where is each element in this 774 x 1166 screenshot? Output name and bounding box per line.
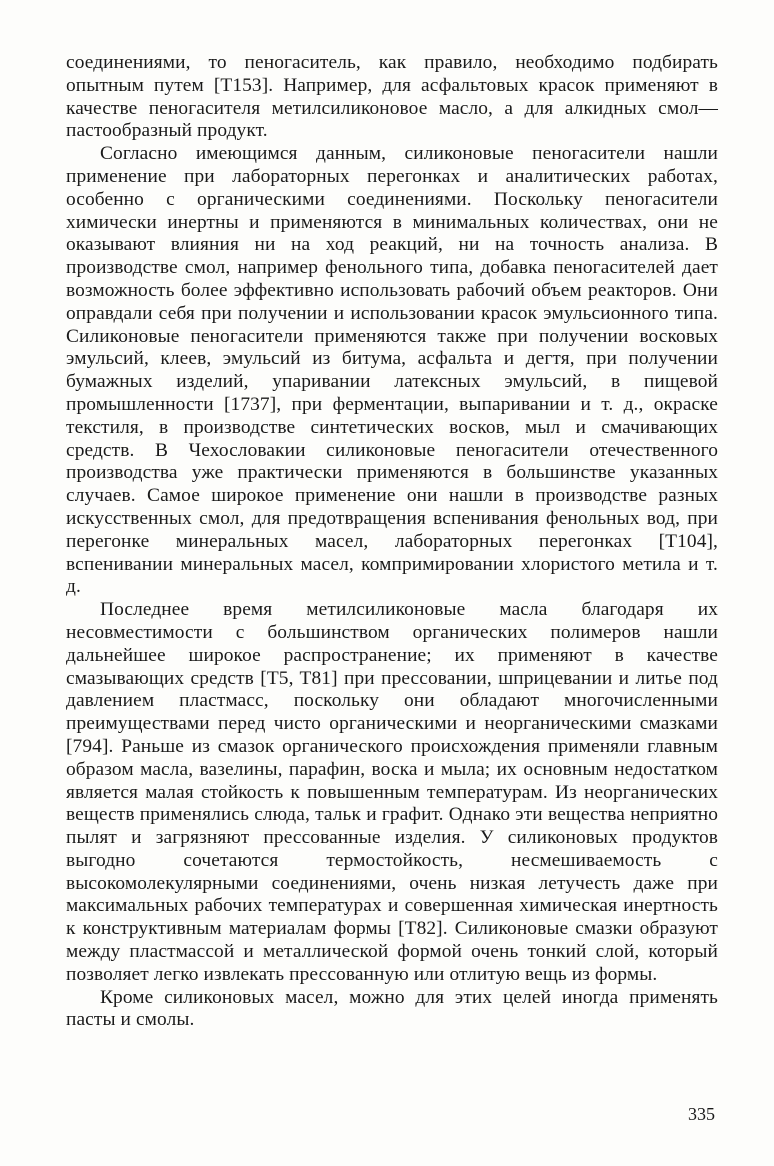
page-number: 335 [688, 1104, 715, 1124]
body-text [66, 52, 718, 1032]
paragraph-antifoam-applications: Согласно имеющимся данным, силиконовые пеногасители нашли применение при лабораторных перегонках и аналитических работах, особенно с органическими соединениями. Поскольку пеногасители химически инертны и применяются в минимальных количествах, они не оказывают влияния ни на ход реакций, ни на точность анализа. В производстве смол, например фенольного типа, добавка пеногасителей дает возможность более эффективно использовать рабочий объем реакторов. Они оправдали себя при получении и использовании красок эмульсионного типа. Силиконовые пеногасители применяются также при получении восковых эмульсий, клеев, эмульсий из битума, асфальта и дегтя, при получении бумажных изделий, упаривании латексных эмульсий, в пищевой промышленности [1737], при ферментации, выпаривании и т. д., окраске текстиля, в производстве синтетических восков, мыл и смачивающих средств. В Чехословакии силиконовые пеногасители отечественного производства уже практически применяются в большинстве указанных случаев. Самое широкое применение они нашли в производстве разных искусственных смол, для предотвращения вспенивания фенольных вод, при перегонке минеральных масел, лабораторных перегонках [T104], вспенивании минеральных масел, компримировании хлористого метила и т. д. [66, 143, 718, 598]
paragraph-continuation: соединениями, то пеногаситель, как правило, необходимо подбирать опытным путем [T153]. Например, для асфальтовых красок применяют в качестве пеногасителя метилсиликоновое масло, а для алкидных смол—пастообразный продукт. [66, 52, 718, 142]
paragraph-lubricants: Последнее время метилсиликоновые масла благодаря их несовместимости с большинством органических полимеров нашли дальнейшее широкое распространение; их применяют в качестве смазывающих средств [T5, T81] при прессовании, шприцевании и литье под давлением пластмасс, поскольку они обладают многочисленными преимуществами перед чисто органическими и неорганическими смазками [794]. Раньше из смазок органического происхождения применяли главным образом масла, вазелины, парафин, воска и мыла; их основным недостатком является малая стойкость к повышенным температурам. Из неорганических веществ применялись слюда, тальк и графит. Однако эти вещества неприятно пылят и загрязняют прессованные изделия. У силиконовых продуктов выгодно сочетаются термостойкость, несмешиваемость с высокомолекулярными соединениями, очень низкая летучесть даже при максимальных рабочих температурах и совершенная химическая инертность к конструктивным материалам формы [T82]. Силиконовые смазки образуют между пластмассой и металлической формой очень тонкий слой, который позволяет легко извлекать прессованную или отлитую вещь из формы. [66, 599, 718, 985]
paragraph-pastes-resins: Кроме силиконовых масел, можно для этих целей иногда применять пасты и смолы. [66, 986, 718, 1031]
